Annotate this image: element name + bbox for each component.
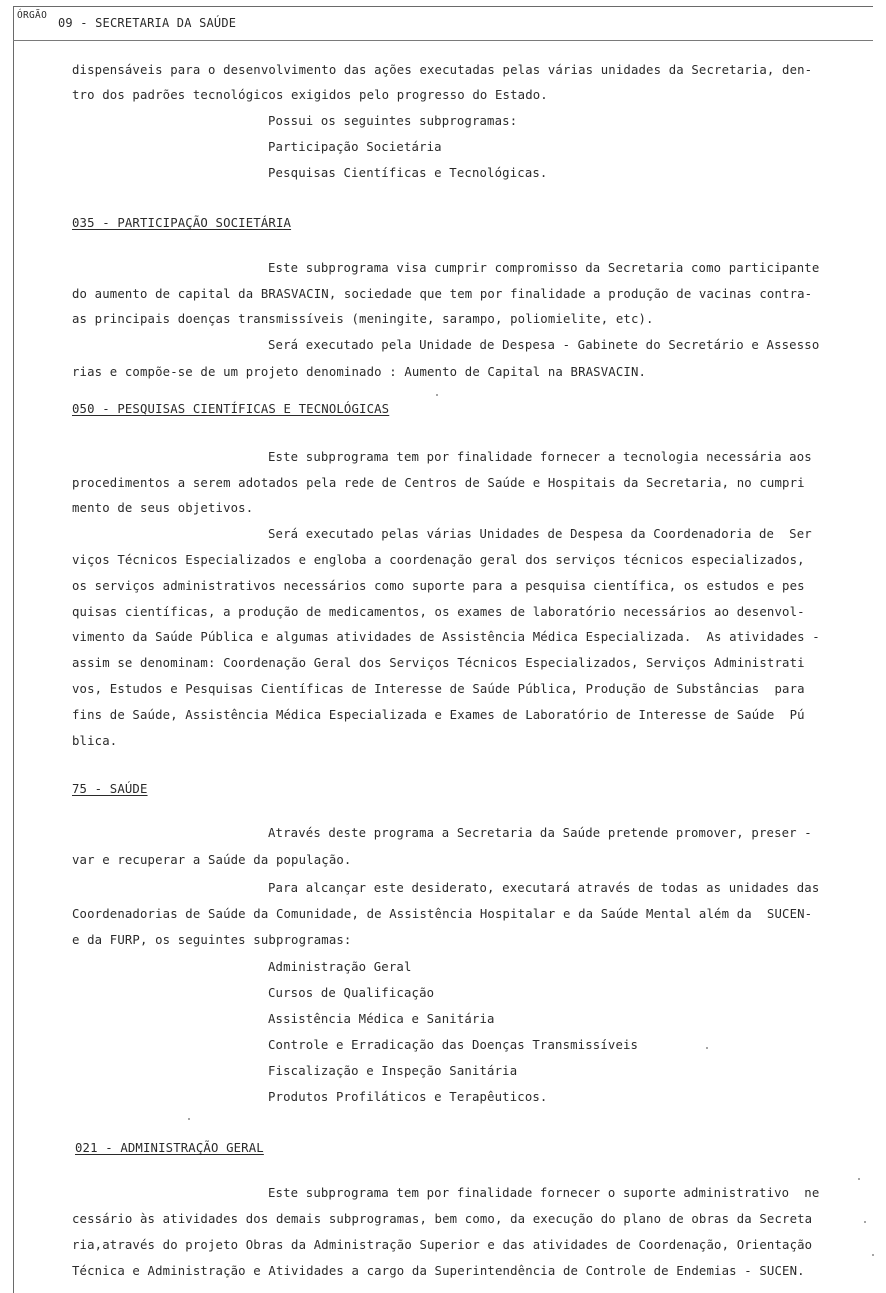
text-line: Técnica e Administração e Atividades a cargo da Superintendência de Controle de Endemias - SUCEN.: [72, 1264, 805, 1278]
text-line: Este subprograma tem por finalidade fornecer a tecnologia necessária aos: [268, 450, 812, 464]
scan-speck: [872, 1254, 874, 1256]
text-line: cessário às atividades dos demais subprogramas, bem como, da execução do plano de obras da Secreta: [72, 1212, 813, 1226]
scan-speck: [188, 1118, 190, 1120]
text-line: rias e compõe-se de um projeto denominado : Aumento de Capital na BRASVACIN.: [72, 365, 647, 379]
scan-speck: [858, 1178, 860, 1180]
text-line: do aumento de capital da BRASVACIN, sociedade que tem por finalidade a produção de vacinas contra-: [72, 287, 813, 301]
text-line: Através deste programa a Secretaria da Saúde pretende promover, preser -: [268, 826, 812, 840]
text-line: mento de seus objetivos.: [72, 501, 254, 515]
text-line: vos, Estudos e Pesquisas Científicas de Interesse de Saúde Pública, Produção de Substâncias para: [72, 682, 805, 696]
list-item: Participação Societária: [268, 140, 442, 154]
text-line: Possui os seguintes subprogramas:: [268, 114, 518, 128]
text-line: as principais doenças transmissíveis (meningite, sarampo, poliomielite, etc).: [72, 312, 654, 326]
text-line: var e recuperar a Saúde da população.: [72, 853, 352, 867]
section-heading-021: 021 - ADMINISTRAÇÃO GERAL: [75, 1141, 264, 1155]
scan-speck: [706, 1047, 708, 1049]
section-heading-75: 75 - SAÚDE: [72, 782, 148, 796]
section-heading-035: 035 - PARTICIPAÇÃO SOCIETÁRIA: [72, 216, 292, 230]
text-line: dispensáveis para o desenvolvimento das ações executadas pelas várias unidades da Secretaria, den-: [72, 63, 813, 77]
text-line: Este subprograma visa cumprir compromisso da Secretaria como participante: [268, 261, 820, 275]
text-line: quisas científicas, a produção de medicamentos, os exames de laboratório necessários ao desenvol-: [72, 605, 805, 619]
text-line: tro dos padrões tecnológicos exigidos pelo progresso do Estado.: [72, 88, 548, 102]
list-item: Pesquisas Científicas e Tecnológicas.: [268, 166, 548, 180]
text-line: vimento da Saúde Pública e algumas atividades de Assistência Médica Especializada. As atividades -: [72, 630, 820, 644]
text-line: Será executado pelas várias Unidades de Despesa da Coordenadoria de Ser: [268, 527, 812, 541]
list-item: Cursos de Qualificação: [268, 986, 435, 1000]
scan-speck: [864, 1221, 866, 1223]
text-line: assim se denominam: Coordenação Geral dos Serviços Técnicos Especializados, Serviços Administrati: [72, 656, 805, 670]
list-item: Assistência Médica e Sanitária: [268, 1012, 495, 1026]
list-item: Produtos Profiláticos e Terapêuticos.: [268, 1090, 548, 1104]
list-item: Controle e Erradicação das Doenças Transmissíveis: [268, 1038, 639, 1052]
text-line: procedimentos a serem adotados pela rede de Centros de Saúde e Hospitais da Secretaria, no cumpri: [72, 476, 805, 490]
page-frame-top: [13, 6, 873, 7]
text-line: e da FURP, os seguintes subprogramas:: [72, 933, 352, 947]
page-frame-left: [13, 6, 14, 1293]
list-item: Administração Geral: [268, 960, 412, 974]
text-line: fins de Saúde, Assistência Médica Especializada e Exames de Laboratório de Interesse de Saúde Pú: [72, 708, 805, 722]
text-line: Coordenadorias de Saúde da Comunidade, de Assistência Hospitalar e da Saúde Mental além da SUCEN-: [72, 907, 813, 921]
text-line: Será executado pela Unidade de Despesa - Gabinete do Secretário e Assesso: [268, 338, 820, 352]
text-line: os serviços administrativos necessários como suporte para a pesquisa científica, os estudos e pes: [72, 579, 805, 593]
header-label: ÓRGÃO: [17, 10, 48, 21]
text-line: blica.: [72, 734, 118, 748]
header-title: 09 - SECRETARIA DA SAÚDE: [58, 16, 237, 30]
text-line: ria,através do projeto Obras da Administração Superior e das atividades de Coordenação, Orientação: [72, 1238, 813, 1252]
section-heading-050: 050 - PESQUISAS CIENTÍFICAS E TECNOLÓGICAS: [72, 402, 390, 416]
list-item: Fiscalização e Inspeção Sanitária: [268, 1064, 518, 1078]
scan-speck: [436, 394, 438, 396]
text-line: Para alcançar este desiderato, executará através de todas as unidades das: [268, 881, 820, 895]
header-divider: [13, 40, 873, 41]
text-line: Este subprograma tem por finalidade fornecer o suporte administrativo ne: [268, 1186, 820, 1200]
text-line: viços Técnicos Especializados e engloba a coordenação geral dos serviços técnicos especializados,: [72, 553, 805, 567]
